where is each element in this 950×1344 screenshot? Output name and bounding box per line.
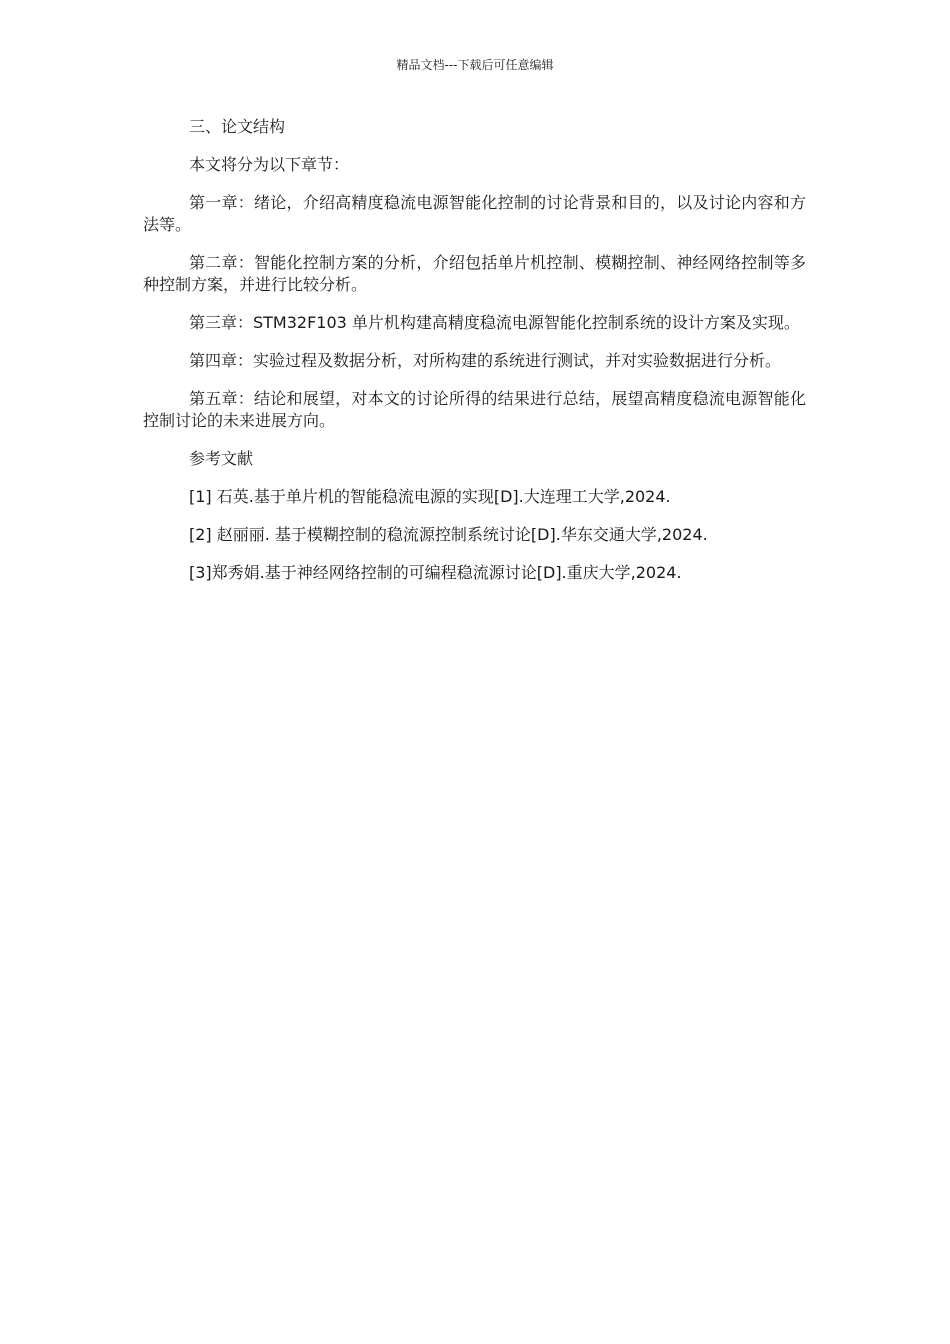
document-body xyxy=(143,116,806,600)
chapter-1-paragraph: 第一章：绪论，介绍高精度稳流电源智能化控制的讨论背景和目的，以及讨论内容和方法等。 xyxy=(143,193,806,234)
chapter-4-paragraph: 第四章：实验过程及数据分析，对所构建的系统进行测试，并对实验数据进行分析。 xyxy=(189,351,782,370)
page-header: 精品文档---下载后可任意编辑 xyxy=(396,58,554,72)
section-title: 三、论文结构 xyxy=(189,117,286,136)
chapter-2-paragraph: 第二章：智能化控制方案的分析，介绍包括单片机控制、模糊控制、神经网络控制等多种控制方案，并进行比较分析。 xyxy=(143,253,806,294)
references-title: 参考文献 xyxy=(189,449,254,468)
reference-item-3: [3]郑秀娟.基于神经网络控制的可编程稳流源讨论[D].重庆大学,2024. xyxy=(189,563,682,582)
reference-item-2: [2] 赵丽丽. 基于模糊控制的稳流源控制系统讨论[D].华东交通大学,2024. xyxy=(189,525,708,544)
chapter-5-paragraph: 第五章：结论和展望，对本文的讨论所得的结果进行总结，展望高精度稳流电源智能化控制讨论的未来进展方向。 xyxy=(143,389,806,430)
chapter-3-paragraph: 第三章：STM32F103 单片机构建高精度稳流电源智能化控制系统的设计方案及实现。 xyxy=(189,313,800,332)
reference-item-1: [1] 石英.基于单片机的智能稳流电源的实现[D].大连理工大学,2024. xyxy=(189,487,671,506)
intro-paragraph: 本文将分为以下章节： xyxy=(189,155,350,174)
